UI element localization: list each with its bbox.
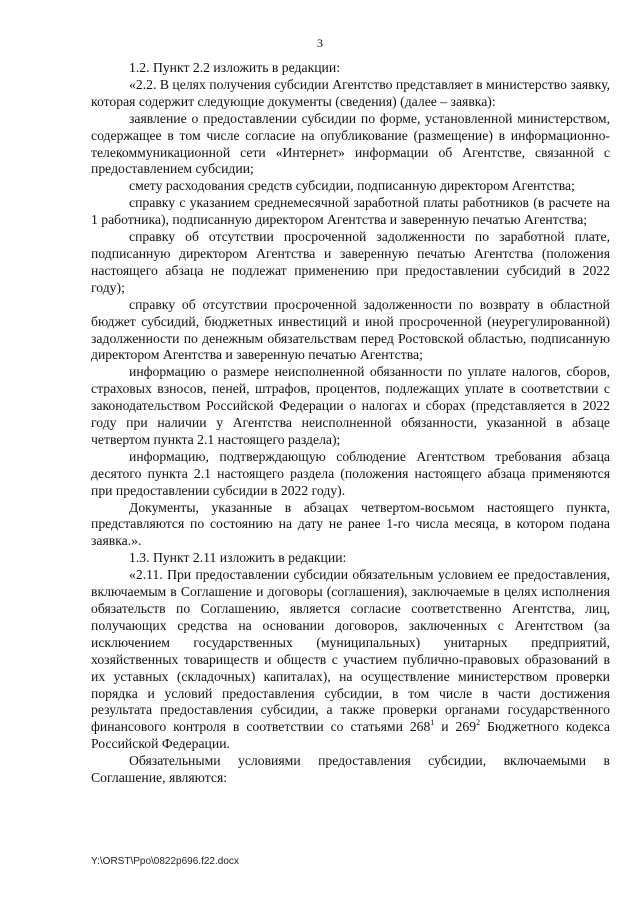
paragraph-mandatory-conditions: Обязательными условиями предоставления субсидии, включаемыми в Соглашение, являются: (91, 753, 610, 786)
paragraph-item-2-2-intro: «2.2. В целях получения субсидии Агентство представляет в министерство заявку, которая содержит следующие документы (сведения) (далее – заявка): (91, 76, 610, 109)
paragraph-documents-date: Документы, указанные в абзацах четвертом-восьмом настоящего пункта, представляются по состоянию на дату не ранее 1-го числа месяца, в котором подана заявка.». (91, 499, 610, 549)
paragraph-wage-arrears-certificate: справку об отсутствии просроченной задолженности по заработной плате, подписанную директором Агентства и заверенную печатью Агентства (положения настоящего абзаца не подлежат применению при предоставлении субсидий в 2022 году); (91, 229, 610, 295)
paragraph-item-1-2-heading: 1.2. Пункт 2.2 изложить в редакции: (129, 60, 340, 75)
paragraph-application: заявление о предоставлении субсидии по форме, установленной министерством, содержащее в том числе согласие на опубликование (размещение) в информационно-телекоммуникационной сети «Интернет» информации об Агентстве, связанной с предоставлением субсидии; (91, 110, 610, 177)
page-number: 3 (317, 36, 323, 50)
paragraph-cost-estimate: смету расходования средств субсидии, подписанную директором Агентства; (129, 178, 575, 194)
paragraph-budget-debt-certificate: справку об отсутствии просроченной задолженности по возврату в областной бюджет субсидий, бюджетных инвестиций и иной просроченной (неурегулированной) задолженности по денежным обязательствам перед Ростовской областью, подписанную директором Агентства и заверенную печатью Агентства; (91, 296, 610, 363)
superscript-1: 1 (430, 718, 435, 728)
paragraph-item-1-3-heading: 1.3. Пункт 2.11 изложить в редакции: (129, 550, 347, 566)
paragraph-item-2-11 (91, 567, 610, 753)
superscript-2: 2 (476, 718, 481, 728)
paragraph-item-2-11-text: «2.11. При предоставлении субсидии обязательным условием ее предоставления, включаемым в Соглашение и договоры (соглашения), заключаемые в целях исполнения обязательств по Соглашению, является согласие соответственно Агентства, лиц, получающих средства на основании договоров, заключенных с Агентством (за исключением государственных (муниципальных) унитарных предприятий, хозяйственных товариществ и обществ с участием публично-правовых образований в их уставных (складочных) капиталах), на осуществление министерством проверки порядка и условий предоставления субсидии, в том числе в части достижения результата предоставления субсидии, а также проверки органами государственного финансового контроля в соответствии со статьями 268 (91, 567, 610, 735)
paragraph-tax-obligations: информацию о размере неисполненной обязанности по уплате налогов, сборов, страховых взносов, пеней, штрафов, процентов, подлежащих уплате в соответствии с законодательством Российской Федерации о налогах и сборах (представляется в 2022 году при наличии у Агентства неисполненной обязанности, указанной в абзаце четвертом пункта 2.1 настоящего раздела); (91, 364, 610, 447)
paragraph-item-2-11-mid: и 269 (434, 719, 477, 735)
document-body (91, 60, 610, 787)
paragraph-compliance-info: информацию, подтверждающую соблюдение Агентством требования абзаца десятого пункта 2.1 настоящего раздела (положения настоящего абзаца применяются при предоставлении субсидии в 2022 году). (91, 448, 610, 498)
file-path-footer: Y:\ORST\Ppo\0822p696.f22.docx (91, 856, 239, 867)
paragraph-salary-certificate: справку с указанием среднемесячной заработной платы работников (в расчете на 1 работника), подписанную директором Агентства и заверенную печатью Агентства; (91, 195, 610, 228)
paragraph-item-2-11-tail: Бюджетного кодекса Российской Федерации. (91, 719, 610, 752)
